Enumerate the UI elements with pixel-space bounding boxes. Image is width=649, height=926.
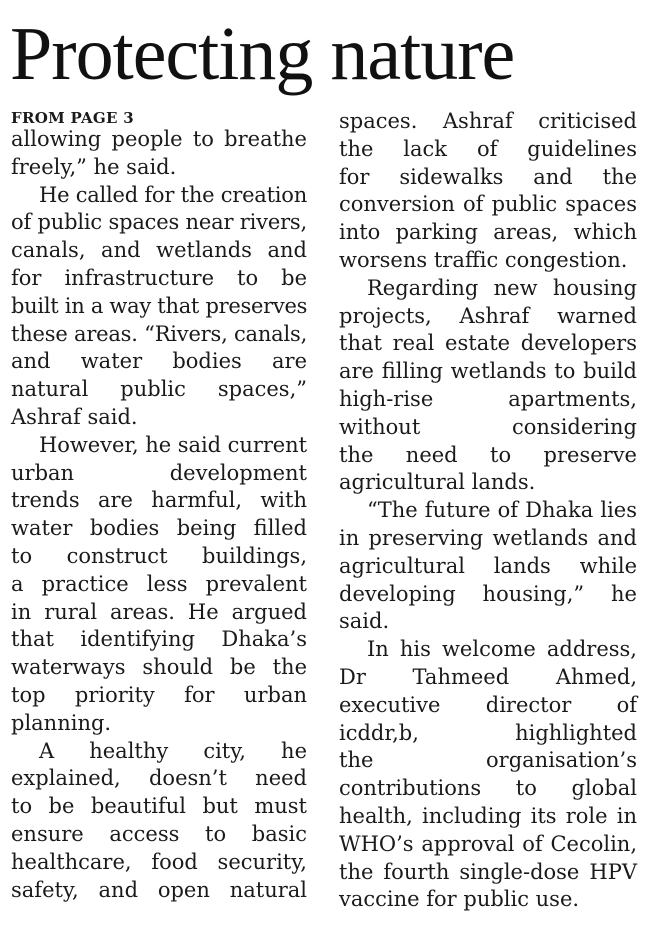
continuation-kicker: FROM PAGE 3 — [11, 109, 135, 127]
text-line: the lack of guidelines — [339, 136, 637, 161]
text-line: projects, Ashraf warned — [339, 303, 637, 328]
text-line: high-rise apartments, — [339, 386, 637, 411]
text-line: vaccine for public use. — [339, 887, 580, 912]
right-column — [339, 108, 637, 914]
text-line: in preserving wetlands and — [339, 525, 637, 550]
text-line: canals, and wetlands and — [11, 238, 307, 263]
text-line: freely,” he said. — [11, 154, 177, 179]
text-line: without considering — [339, 414, 637, 439]
text-line: urban development — [11, 460, 307, 485]
left-column — [11, 109, 307, 904]
text-line: in rural areas. He argued — [11, 599, 307, 624]
text-line: contributions to global — [339, 776, 637, 801]
text-line: planning. — [11, 710, 112, 735]
text-line: WHO’s approval of Cecolin, — [339, 831, 637, 856]
right-column-text — [339, 108, 637, 914]
text-line: into parking areas, which — [339, 220, 637, 245]
text-line: explained, doesn’t need — [11, 766, 307, 791]
text-line: the fourth single-dose HPV — [339, 859, 637, 884]
text-line: and water bodies are — [11, 349, 307, 374]
text-line: In his welcome address, — [367, 637, 637, 662]
text-line: of public spaces near rivers, — [11, 210, 307, 235]
text-line: Ashraf said. — [11, 404, 138, 429]
text-line: to be beautiful but must — [11, 794, 307, 819]
text-line: conversion of public spaces — [339, 192, 637, 217]
text-line: for infrastructure to be — [11, 265, 307, 290]
text-line: A healthy city, he — [39, 738, 307, 763]
text-line: However, he said current — [39, 432, 308, 457]
text-line: icddr,b, highlighted — [339, 720, 637, 745]
text-line: He called for the creation — [39, 182, 307, 207]
text-line: trends are harmful, with — [11, 488, 307, 513]
text-line: that identifying Dhaka’s — [11, 627, 307, 652]
text-line: Regarding new housing — [367, 275, 637, 300]
text-line: to construct buildings, — [11, 543, 307, 568]
text-line: the organisation’s — [339, 748, 637, 773]
text-line: Dr Tahmeed Ahmed, — [339, 664, 637, 689]
text-line: natural public spaces,” — [11, 377, 307, 402]
text-line: spaces. Ashraf criticised — [339, 109, 637, 133]
text-line: worsens traffic congestion. — [339, 247, 628, 272]
left-column-text — [11, 126, 307, 904]
text-line: developing housing,” he — [339, 581, 637, 606]
text-line: a practice less prevalent — [11, 571, 307, 596]
text-line: said. — [339, 609, 390, 634]
text-line: agricultural lands while — [339, 553, 637, 578]
text-line: these areas. “Rivers, canals, — [11, 321, 308, 346]
text-line: health, including its role in — [339, 803, 637, 828]
text-line: ensure access to basic — [11, 821, 307, 846]
text-line: “The future of Dhaka lies — [367, 498, 637, 523]
text-line: executive director of — [339, 692, 637, 717]
text-line: built in a way that preserves — [11, 293, 308, 318]
text-line: that real estate developers — [339, 331, 637, 356]
text-line: water bodies being filled — [11, 516, 307, 541]
text-line: are filling wetlands to build — [339, 359, 637, 384]
text-line: agricultural lands. — [339, 470, 536, 495]
text-line: waterways should be the — [11, 655, 307, 680]
text-line: top priority for urban — [11, 682, 307, 707]
text-line: the need to preserve — [339, 442, 637, 467]
headline: Protecting nature — [10, 12, 515, 96]
text-line: safety, and open natural — [11, 877, 307, 902]
text-line: for sidewalks and the — [339, 164, 637, 189]
text-line: allowing people to breathe — [11, 127, 307, 151]
text-line: healthcare, food security, — [11, 849, 307, 874]
